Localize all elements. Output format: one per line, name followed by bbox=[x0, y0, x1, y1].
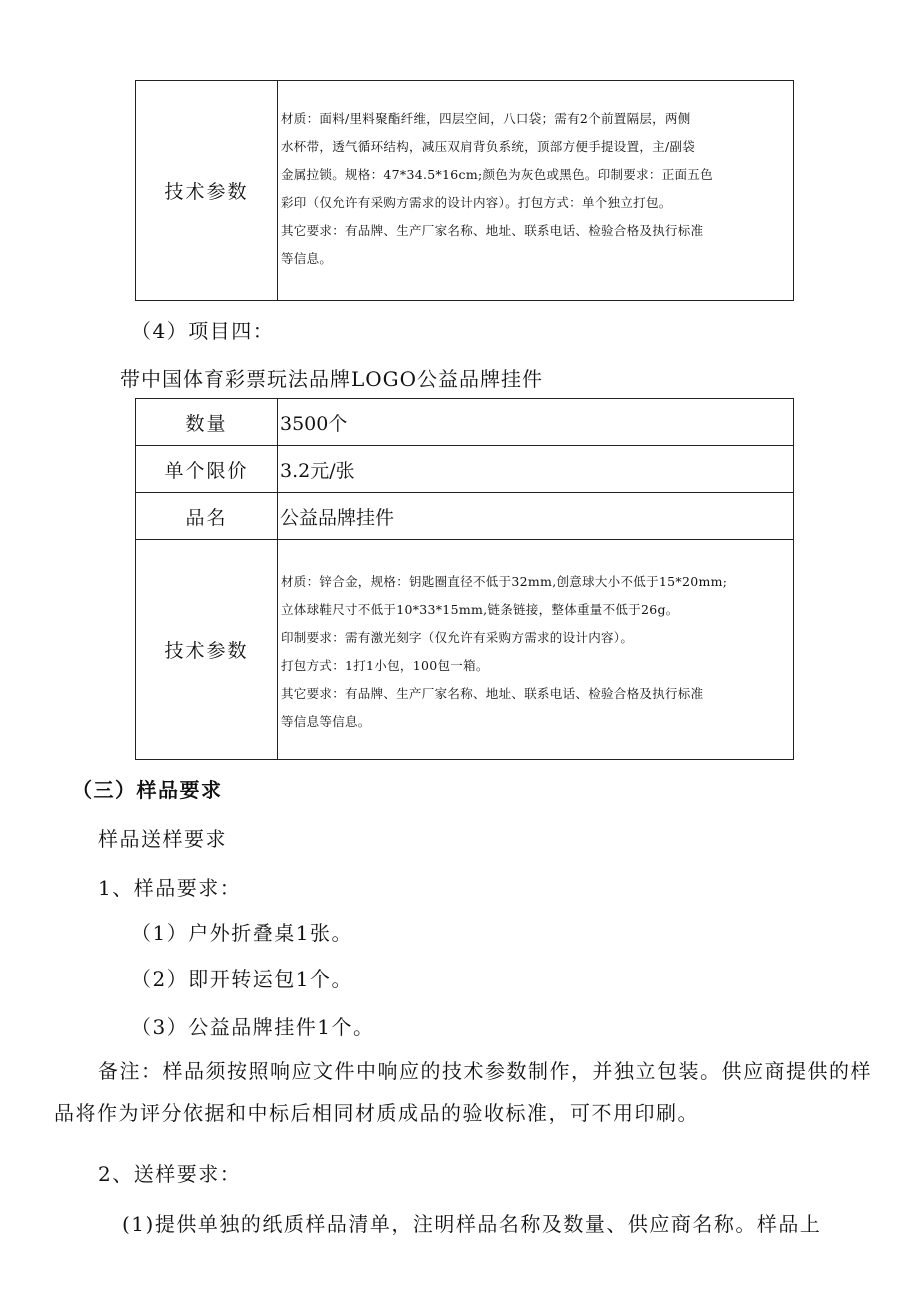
table-row bbox=[136, 493, 794, 540]
tech-param-line: 印制要求：需有激光刻字（仅允许有采购方需求的设计内容）。 bbox=[281, 630, 634, 645]
table-row bbox=[136, 540, 794, 760]
sample-item: （3）公益品牌挂件1个。 bbox=[131, 1015, 375, 1039]
tech-param-line: 材质：面料/里料聚酯纤维，四层空间，八口袋；需有2个前置隔层，两侧 bbox=[281, 111, 691, 126]
sample-subtitle: 样品送样要求 bbox=[98, 827, 227, 851]
tech-params-content bbox=[278, 540, 794, 760]
quantity-value: 3500个 bbox=[278, 399, 794, 446]
sample-item: （1）户外折叠桌1张。 bbox=[131, 921, 353, 945]
tech-param-line: 金属拉锁。规格：47*34.5*16cm;颜色为灰色或黑色。印制要求：正面五色 bbox=[281, 167, 713, 182]
tech-params-label: 技术参数 bbox=[136, 81, 278, 301]
tech-param-line: 打包方式：1打1小包，100包一箱。 bbox=[281, 658, 489, 673]
tech-param-line: 彩印（仅允许有采购方需求的设计内容）。打包方式：单个独立打包。 bbox=[281, 195, 672, 210]
item4-title: 带中国体育彩票玩法品牌LOGO公益品牌挂件 bbox=[120, 367, 544, 391]
tech-param-line: 水杯带，透气循环结构，减压双肩背负系统，顶部方便手提设置，主/副袋 bbox=[281, 139, 696, 154]
tech-params-table-continued bbox=[135, 80, 794, 301]
table-row bbox=[136, 399, 794, 446]
sample-item: （2）即开转运包1个。 bbox=[131, 967, 353, 991]
delivery-req-title: 2、送样要求： bbox=[98, 1162, 242, 1186]
delivery-req-item: (1)提供单独的纸质样品清单，注明样品名称及数量、供应商名称。样品上 bbox=[122, 1212, 822, 1236]
tech-param-line: 其它要求：有品牌、生产厂家名称、地址、联系电话、检验合格及执行标准 bbox=[281, 223, 704, 238]
product-name-label: 品名 bbox=[136, 493, 278, 540]
table-row bbox=[136, 446, 794, 493]
tech-param-line: 立体球鞋尺寸不低于10*33*15mm,链条链接，整体重量不低于26g。 bbox=[281, 602, 679, 617]
sample-req-title: 1、样品要求： bbox=[98, 876, 242, 900]
item4-spec-table bbox=[135, 398, 794, 760]
tech-param-line: 等信息等信息。 bbox=[281, 714, 371, 729]
product-name-value: 公益品牌挂件 bbox=[278, 493, 794, 540]
tech-params-label: 技术参数 bbox=[136, 540, 278, 760]
unit-price-value: 3.2元/张 bbox=[278, 446, 794, 493]
tech-params-content bbox=[278, 81, 794, 301]
quantity-label: 数量 bbox=[136, 399, 278, 446]
note-paragraph: 备注：样品须按照响应文件中响应的技术参数制作，并独立包装。供应商提供的样品将作为评分依据和中标后相同材质成品的验收标准，可不用印刷。 bbox=[54, 1059, 872, 1125]
item4-heading: （4）项目四： bbox=[131, 319, 275, 343]
tech-param-line: 材质：锌合金，规格：钥匙圈直径不低于32mm,创意球大小不低于15*20mm; bbox=[281, 574, 728, 589]
unit-price-label: 单个限价 bbox=[136, 446, 278, 493]
tech-param-line: 等信息。 bbox=[281, 251, 333, 266]
tech-param-line: 其它要求：有品牌、生产厂家名称、地址、联系电话、检验合格及执行标准 bbox=[281, 686, 704, 701]
section-heading: （三）样品要求 bbox=[72, 778, 223, 802]
